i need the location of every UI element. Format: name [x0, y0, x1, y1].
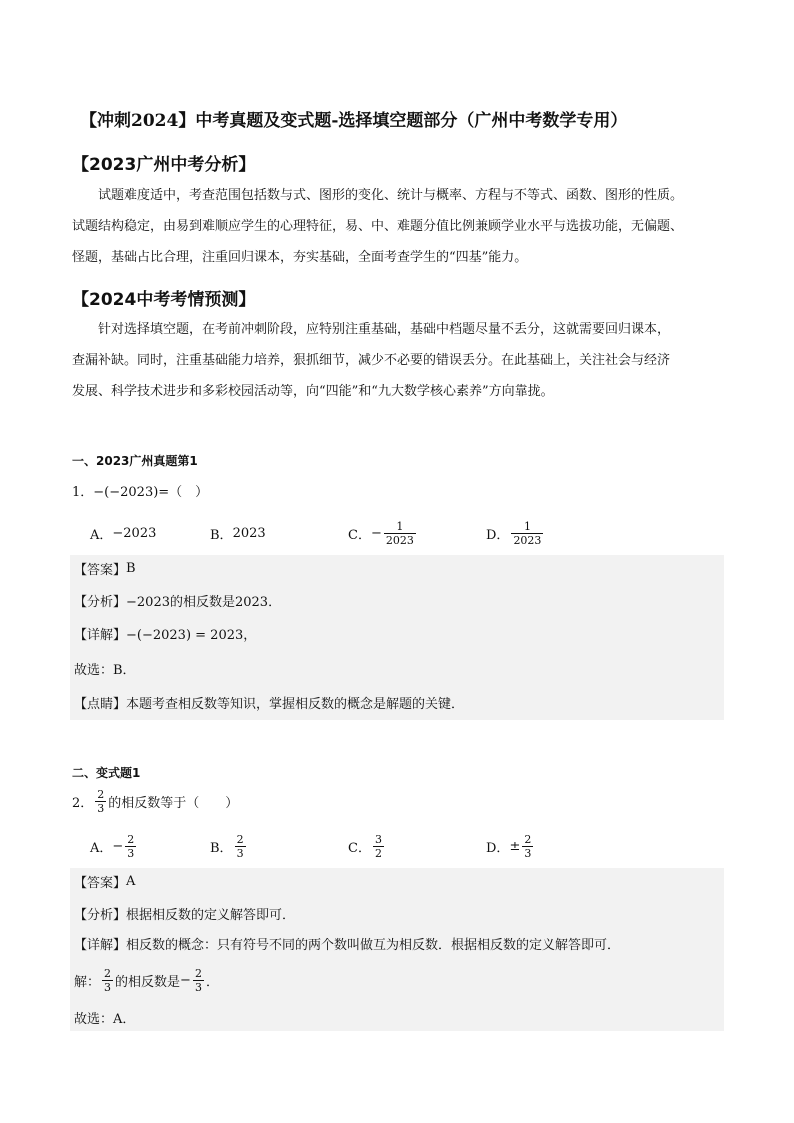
option-d[interactable]	[486, 513, 545, 553]
question-1-options	[90, 513, 650, 553]
solution-line	[74, 960, 219, 1000]
forecast-line-3: 发展、科学技术进步和多彩校园活动等，向“四能”和“九大数学核心素养”方向靠拢。	[72, 384, 554, 399]
fraction-numerator: 2	[104, 966, 112, 980]
solution-text: 的相反数是	[115, 974, 181, 990]
option-label: B．	[210, 527, 233, 543]
answer-line	[74, 869, 135, 893]
option-fraction	[125, 833, 136, 860]
option-c[interactable]	[348, 826, 386, 866]
question-number: 1．	[72, 485, 94, 500]
option-a[interactable]	[90, 826, 138, 866]
fraction-denominator: 2023	[513, 533, 542, 547]
question-number: 2．	[72, 796, 94, 811]
option-label: A．	[90, 840, 113, 856]
detail-text: 相反数的概念：只有符号不同的两个数叫做互为相反数．根据相反数的定义解答即可．	[126, 937, 621, 953]
option-fraction	[235, 833, 246, 860]
fraction-numerator: 3	[374, 832, 382, 846]
answer-box-2	[70, 868, 724, 1031]
option-value: 2023	[232, 525, 266, 541]
detail-text: −(−2023) = 2023，	[126, 627, 257, 643]
fraction-denominator: 3	[97, 802, 105, 815]
solution-sign: −	[180, 972, 191, 988]
solution-label: 解：	[74, 974, 101, 990]
page-title: 【冲刺2024】中考真题及变式题-选择填空题部分（广州中考数学专用）	[80, 111, 628, 131]
option-b[interactable]	[210, 826, 248, 866]
option-value: −2023	[112, 525, 157, 541]
analysis-label: 【分析】	[74, 594, 127, 610]
analysis-heading: 【2023广州中考分析】	[72, 155, 256, 175]
question-1	[72, 481, 208, 500]
option-sign: −	[112, 838, 124, 854]
fraction-numerator: 2	[524, 832, 532, 846]
option-sign: ±	[509, 838, 521, 854]
section1-heading: 一、2023广州真题第1	[72, 454, 198, 468]
analysis-line-2: 试题结构稳定，由易到难顺应学生的心理特征，易、中、难题分值比例兼顾学业水平与选拔功能，无偏题、	[72, 219, 684, 234]
fraction-denominator: 3	[194, 980, 202, 994]
answer-box-1	[70, 555, 724, 720]
detail-line	[74, 931, 620, 955]
section2-heading: 二、变式题1	[72, 766, 141, 780]
option-d[interactable]	[486, 826, 535, 866]
fraction-numerator: 2	[194, 966, 202, 980]
analysis-line-1: 试题难度适中，考查范围包括数与式、图形的变化、统计与概率、方程与不等式、函数、图形的性质。	[98, 188, 684, 203]
fraction-denominator: 2023	[385, 533, 414, 547]
analysis-text: 根据相反数的定义解答即可．	[126, 907, 296, 923]
fraction-numerator: 2	[236, 832, 244, 846]
comment-text: 本题考查相反数等知识，掌握相反数的概念是解题的关键．	[126, 696, 465, 712]
comment-line	[74, 690, 464, 714]
analysis-line-3: 怪题，基础占比合理，注重回归课本，夯实基础，全面考查学生的“四基”能力。	[72, 250, 528, 265]
option-b[interactable]	[210, 513, 266, 553]
detail-label: 【详解】	[74, 937, 127, 953]
fraction-denominator: 3	[104, 980, 112, 994]
option-label: A．	[90, 527, 113, 543]
answer-value: A	[126, 873, 136, 889]
analysis-text: −2023的相反数是2023．	[126, 594, 282, 610]
fraction-numerator: 2	[127, 832, 135, 846]
answer-line	[74, 556, 136, 580]
fraction-denominator: 3	[236, 846, 244, 860]
option-fraction	[511, 520, 543, 547]
answer-label: 【答案】	[74, 875, 127, 891]
option-label: B．	[210, 840, 233, 856]
question-expression: −(−2023)=（ ）	[93, 485, 209, 500]
option-fraction	[384, 520, 416, 547]
question-2	[72, 788, 238, 815]
question-2-options	[90, 826, 650, 866]
choose-line: 故选：A．	[74, 1011, 136, 1027]
analysis-label: 【分析】	[74, 907, 127, 923]
option-label: C．	[348, 527, 371, 543]
comment-label: 【点睛】	[74, 696, 127, 712]
solution-fraction	[102, 967, 113, 994]
solution-end: ．	[205, 974, 219, 990]
choose-line: 故选：B．	[74, 662, 136, 678]
fraction-numerator: 1	[396, 519, 404, 533]
forecast-heading: 【2024中考考情预测】	[72, 290, 256, 310]
forecast-line-2: 查漏补缺。同时，注重基础能力培养，狠抓细节，减少不必要的错误丢分。在此基础上，关注社会与经济	[72, 353, 671, 368]
option-label: D．	[486, 840, 510, 856]
detail-line	[74, 621, 256, 645]
fraction-denominator: 2	[374, 846, 382, 860]
fraction-denominator: 3	[127, 846, 135, 860]
option-fraction	[373, 833, 384, 860]
analysis-line	[74, 901, 295, 925]
option-c[interactable]	[348, 513, 418, 553]
fraction-numerator: 1	[523, 519, 531, 533]
answer-value: B	[126, 560, 136, 576]
solution-fraction-result	[193, 967, 204, 994]
option-fraction	[522, 833, 533, 860]
forecast-paragraph	[72, 314, 732, 407]
option-label: D．	[486, 527, 510, 543]
fraction-numerator: 2	[97, 788, 105, 801]
analysis-paragraph	[72, 180, 732, 273]
fraction-denominator: 3	[524, 846, 532, 860]
analysis-line	[74, 588, 281, 612]
option-sign: −	[370, 525, 382, 541]
option-label: C．	[348, 840, 371, 856]
question-fraction	[95, 788, 106, 815]
detail-label: 【详解】	[74, 627, 127, 643]
answer-label: 【答案】	[74, 562, 127, 578]
forecast-line-1: 针对选择填空题，在考前冲刺阶段，应特别注重基础，基础中档题尽量不丢分，这就需要回归课本，	[98, 322, 671, 337]
option-a[interactable]	[90, 513, 156, 553]
question-text: 的相反数等于（ ）	[108, 796, 239, 811]
